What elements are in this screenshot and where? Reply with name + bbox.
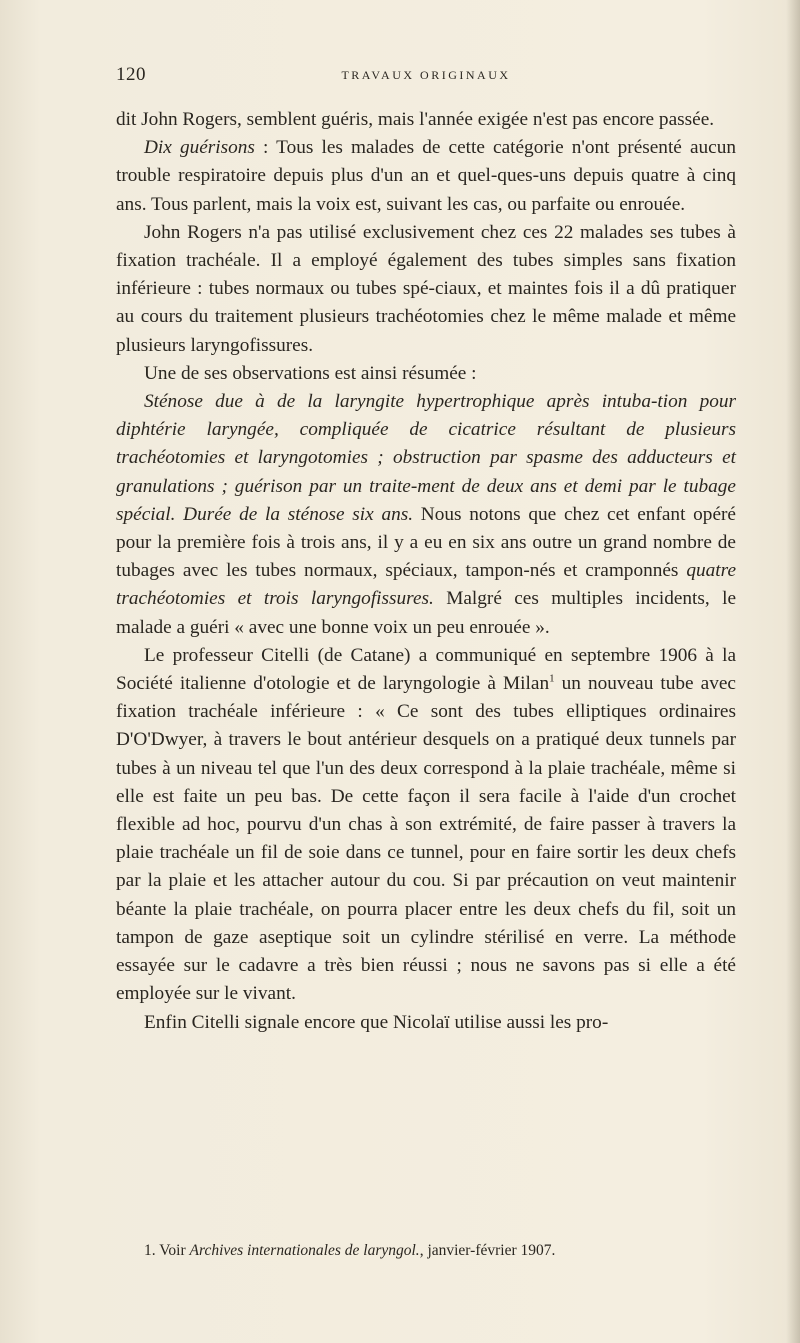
footnote-text-b: , janvier-février 1907. [419,1242,556,1259]
footnote-number: 1. [144,1242,156,1259]
paragraph-7 [116,1009,736,1037]
footnote [144,1241,744,1261]
paragraph-4 [116,360,736,388]
paragraph-7-text: Enfin Citelli signale encore que Nicolaï utilise aussi les pro- [144,1011,609,1033]
paragraph-5-italic-b: quatre trachéotomies et trois laryngofissures. [116,560,736,610]
paragraph-4-text: Une de ses observations est ainsi résumée : [144,362,477,384]
paragraph-3-text: John Rogers n'a pas utilisé exclusivement chez ces 22 malades ses tubes à fixation trachéale. Il a employé également des tubes simples sans fixation inférieure : tubes normaux ou tubes spé-ciaux, et maintes fois il a dû pratiquer au cours du traitement plusieurs trachéotomies chez le même malade et même plusieurs laryngofissures. [116,221,736,356]
paragraph-5-text-a: Nous notons que chez cet enfant opéré pour la première fois à trois ans, il y a eu en six ans outre un grand nombre de tubages avec les tubes normaux, spéciaux, tampon-nés et cramponnés [116,503,736,582]
paragraph-6-text-b: un nouveau tube avec fixation trachéale inférieure : « Ce sont des tubes elliptiques ordinaires D'O'Dwyer, à travers le bout antérieur desquels on a pratiqué deux tunnels par tubes à un niveau tel que l'un des deux correspond à la plaie trachéale, même si elle est faite un peu bas. De cette façon il sera facile à l'aide d'un crochet flexible ad hoc, pourvu d'un chas à son extrémité, de faire passer à travers la plaie trachéale un fil de soie dans ce tunnel, pour en faire sortir les deux chefs par la plaie et les attacher autour du cou. Si par précaution on veut maintenir béante la plaie trachéale, on pourra placer entre les deux chefs du fil, soit un tampon de gaze aseptique soit un cylindre stérilisé en verre. La méthode essayée sur le cadavre a très bien réussi ; nous ne savons pas si elle a été employée sur le vivant. [116,673,736,1005]
paragraph-6 [116,642,736,1009]
footnote-text-a: Voir [155,1242,190,1259]
paragraph-1 [116,106,736,134]
running-title: TRAVAUX ORIGINAUX [341,68,511,82]
paragraph-2-italic: Dix guérisons [144,137,255,159]
paragraph-1-text: dit John Rogers, semblent guéris, mais l'année exigée n'est pas encore passée. [116,109,715,130]
page-header [116,64,736,88]
paragraph-3 [116,219,736,360]
paragraph-6-text-a: Le professeur Citelli (de Catane) a communiqué en septembre 1906 à la Société italienne d'otologie et de laryngologie à Milan [116,644,736,695]
footnote-journal: Archives internationales de laryngol. [189,1242,420,1259]
paragraph-5 [116,388,736,642]
paragraph-5-text-b: Malgré ces multiples incidents, le malade a guéri « avec une bonne voix un peu enrouée ». [116,588,737,638]
page-number: 120 [116,64,146,85]
body-text [116,106,736,1037]
observation-title: Sténose due à de la laryngite hypertrophique après intuba-tion pour diphtérie laryngée, compliquée de cicatrice résultant de plusieurs trachéotomies et laryngotomies ; obstruction par spasme des adducteurs et granulations ; guérison par un traite-ment de deux ans et demi par le tubage spécial. Durée de la sténose six ans. [116,391,736,525]
paragraph-2-text: : Tous les malades de cette catégorie n'ont présenté aucun trouble respiratoire depuis plus d'un an et quel-ques-uns depuis quatre à cinq ans. Tous parlent, mais la voix est, suivant les cas, ou parfaite ou enrouée. [116,137,737,215]
paragraph-2 [116,134,736,219]
page-edge-shadow [786,0,800,1343]
footnote-ref: 1 [549,672,555,685]
